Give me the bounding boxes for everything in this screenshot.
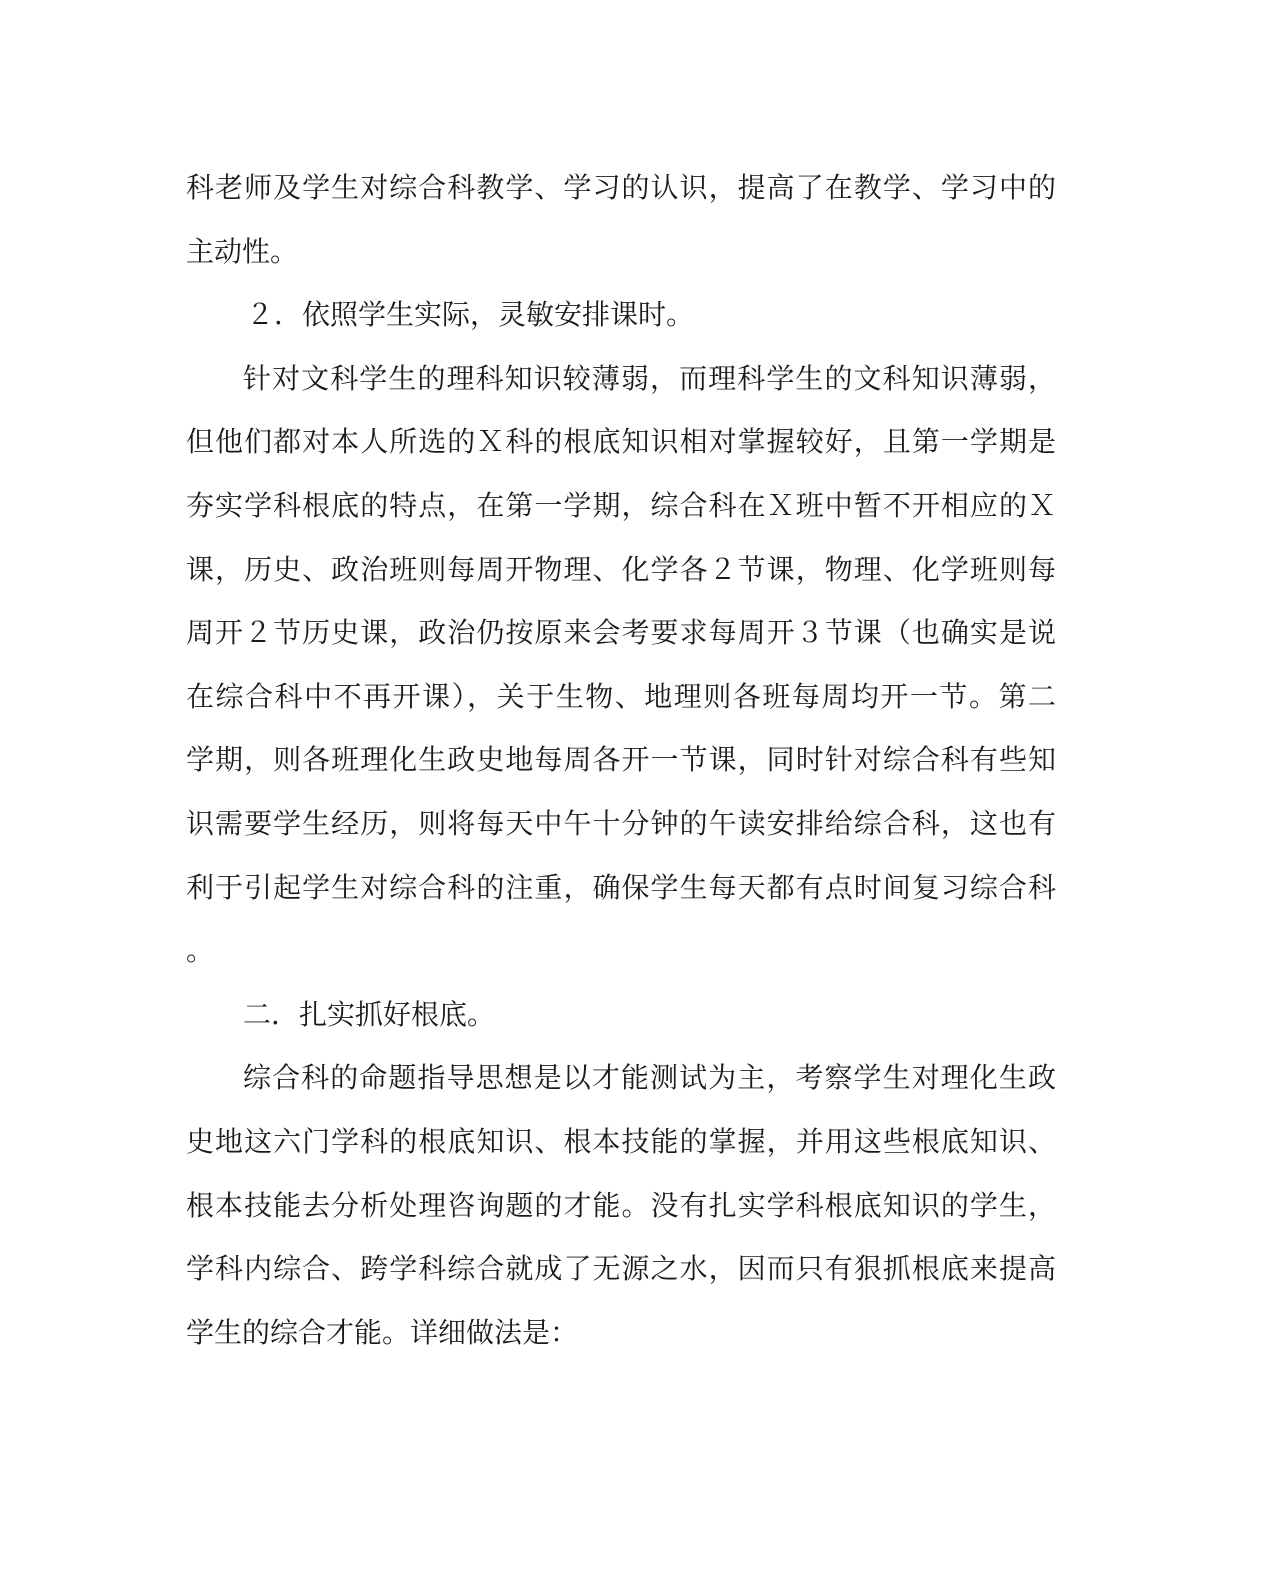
- paragraph-start-line: 针对文科学生的理科知识较薄弱，而理科学生的文科知识薄弱，: [243, 361, 1056, 395]
- text-line: 识需要学生经历，则将每天中午十分钟的午读安排给综合科，这也有: [186, 806, 1056, 840]
- text-line: 史地这六门学科的根底知识、根本技能的掌握，并用这些根底知识、: [186, 1124, 1056, 1158]
- section-heading: 二．扎实抓好根底。: [243, 997, 496, 1031]
- body-text: [186, 156, 1056, 1364]
- text-line: 。: [186, 934, 215, 968]
- text-line: 课，历史、政治班则每周开物理、化学各２节课，物理、化学班则每: [186, 552, 1056, 586]
- text-line: 学生的综合才能。详细做法是：: [186, 1315, 579, 1349]
- text-line: 科老师及学生对综合科教学、学习的认识，提高了在教学、学习中的: [186, 171, 1056, 204]
- text-line: 夯实学科根底的特点，在第一学期，综合科在Ｘ班中暂不开相应的Ｘ: [186, 488, 1056, 522]
- text-line: 学期，则各班理化生政史地每周各开一节课，同时针对综合科有些知: [186, 743, 1056, 777]
- text-line: 根本技能去分析处理咨询题的才能。没有扎实学科根底知识的学生，: [186, 1188, 1056, 1222]
- paragraph-start-line: 综合科的命题指导思想是以才能测试为主，考察学生对理化生政: [243, 1061, 1056, 1095]
- text-line: 学科内综合、跨学科综合就成了无源之水，因而只有狠抓根底来提高: [186, 1252, 1056, 1286]
- text-line: 主动性。: [186, 234, 299, 268]
- text-line: 在综合科中不再开课），关于生物、地理则各班每周均开一节。第二: [186, 679, 1056, 713]
- text-line: 利于引起学生对综合科的注重，确保学生每天都有点时间复习综合科: [186, 870, 1056, 904]
- text-line: 周开２节历史课，政治仍按原来会考要求每周开３节课（也确实是说: [186, 616, 1056, 650]
- text-line: 但他们都对本人所选的Ｘ科的根底知识相对掌握较好，且第一学期是: [186, 425, 1056, 459]
- section-heading: ２．依照学生实际，灵敏安排课时。: [246, 298, 695, 332]
